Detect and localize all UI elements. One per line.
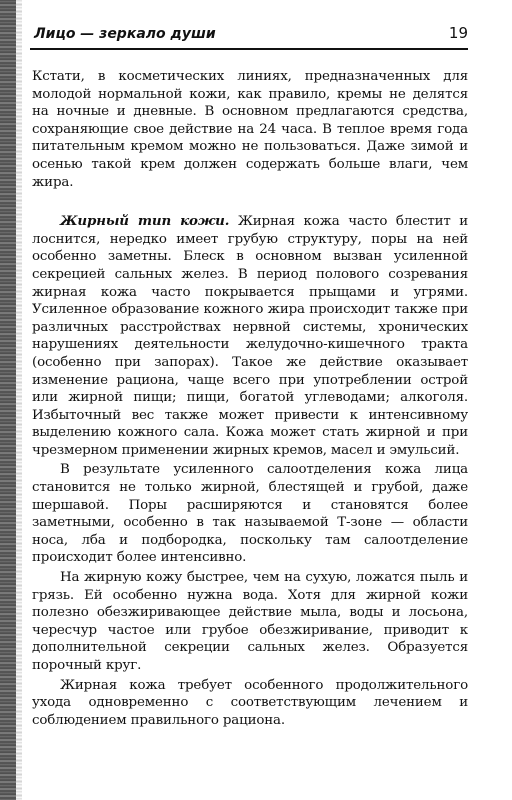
- page-number: 19: [448, 24, 468, 42]
- running-title: Лицо — зеркало души: [34, 26, 216, 42]
- page-body: [32, 68, 468, 729]
- paragraph-oily-skin-care: Жирная кожа требует особенного продолжительного ухода одновременно с соответствующим лечением и соблюдением правильного рациона.: [32, 677, 468, 728]
- paragraph-sebum-effects: В результате усиленного салоотделения кожа лица становится не только жирной, блестящей и грубой, даже шершавой. Поры расширяются и становятся более заметными, особенно в так называемой Т-зоне — области носа, лба и подбородка, поскольку там салоотделение происходит более интенсивно.: [32, 462, 468, 566]
- paragraph-normal-skin-creams: Кстати, в косметических линиях, предназначенных для молодой нормальной кожи, как правило, кремы не делятся на ночные и дневные. В основном предлагаются средства, сохраняющие свое действие на 24 часа. В теплое время года питательным кремом можно не пользоваться. Даже зимой и осенью такой крем должен содержать больше влаги, чем жира.: [32, 69, 468, 190]
- scan-edge-shadow: [0, 0, 16, 800]
- paragraph-dust-and-water: На жирную кожу быстрее, чем на сухую, ложатся пыль и грязь. Ей особенно нужна вода. Хотя для жирной кожи полезно обезжиривающее действие мыла, воды и лосьона, чересчур частое или грубое обезжиривание, приводит к дополнительной секреции сальных желез. Образуется порочный круг.: [32, 570, 468, 673]
- paragraph-gap: [32, 191, 468, 213]
- running-header: [30, 22, 468, 50]
- paragraph-oily-skin-type: [32, 213, 468, 459]
- section-heading-oily-skin: Жирный тип кожи.: [60, 213, 230, 230]
- scan-edge-highlight: [16, 0, 22, 800]
- paragraph-oily-skin-text: Жирная кожа часто блестит и лоснится, нередко имеет грубую структуру, поры на ней особенно заметны. Блеск в основном вызван усиленной секрецией сальных желез. В период полового созревания жирная кожа часто покрывается прыщами и угрями. Усиленное образование кожного жира происходит также при различных расстройствах нервной системы, хронических нарушениях деятельности желудочно-кишечного тракта (особенно при запорах). Такое же действие оказывает изменение рациона, чаще всего при употреблении острой или жирной пищи; пищи, богатой углеводами; алкоголя. Избыточный вес также может привести к интенсивному выделению кожного сала. Кожа может стать жирной и при чрезмерном применении жирных кремов, масел и эмульсий.: [32, 214, 468, 458]
